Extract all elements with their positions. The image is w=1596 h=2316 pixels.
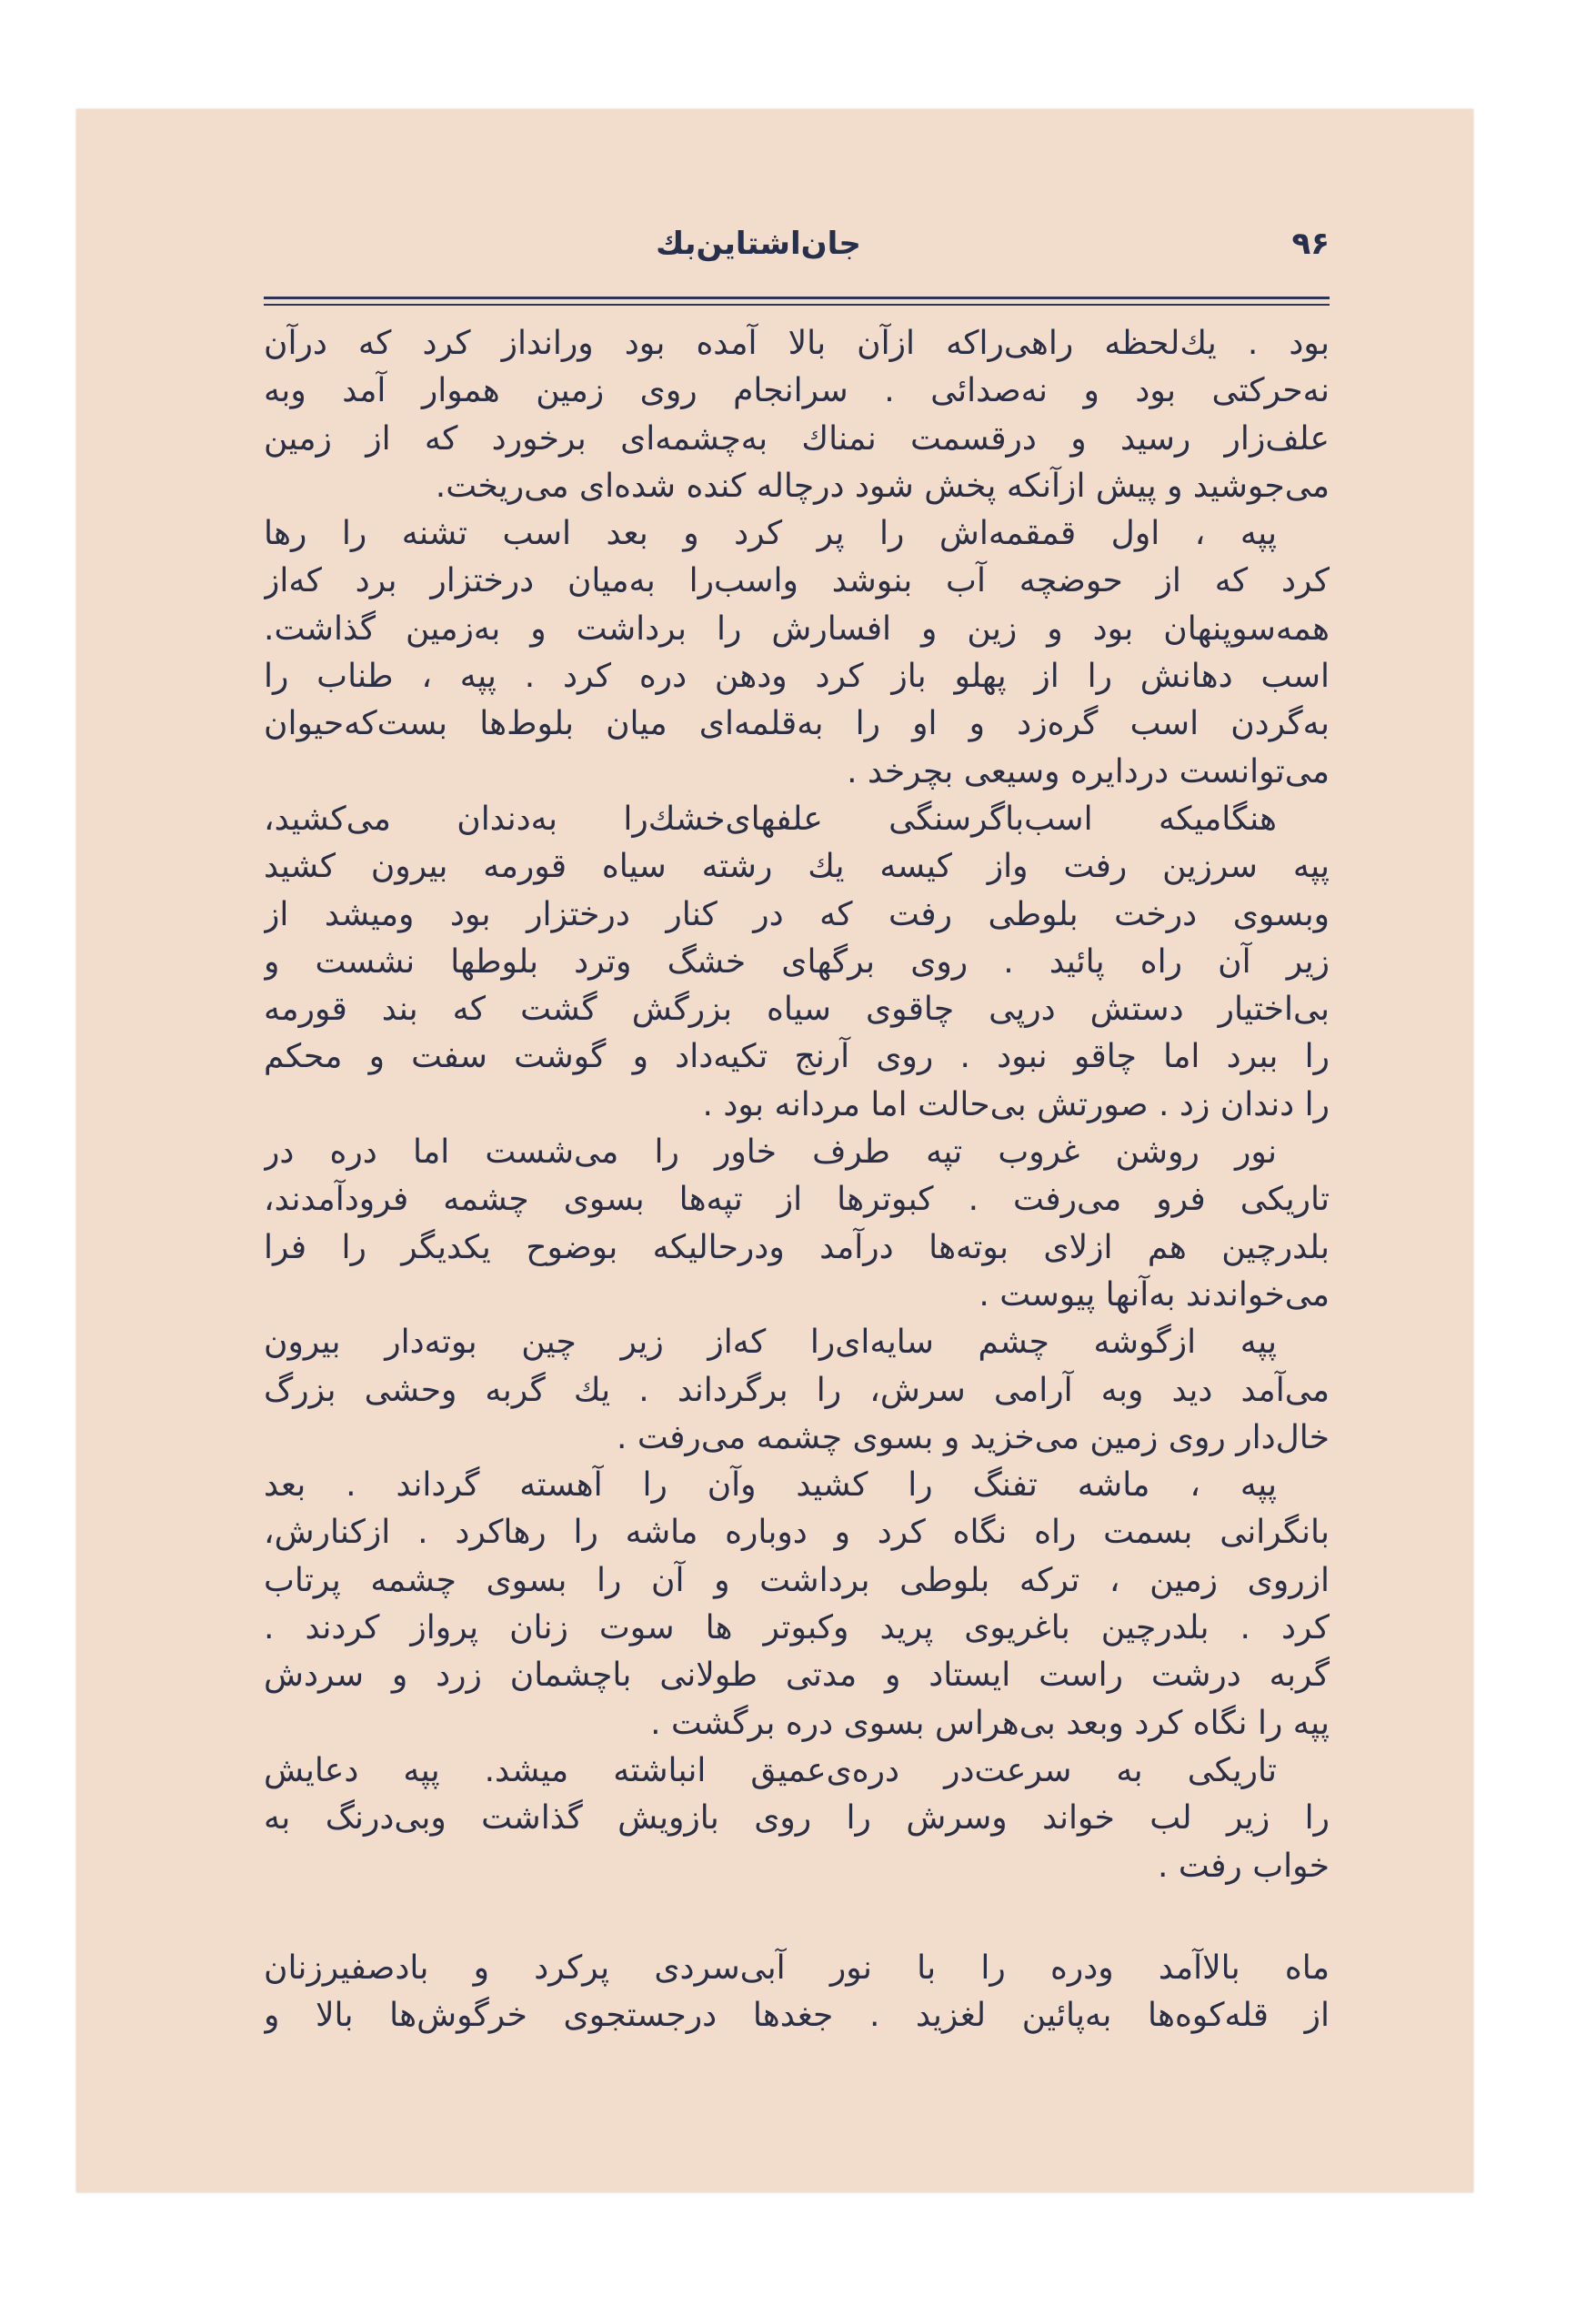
paragraph [264, 1462, 1330, 1747]
text-line: می‌آمد ديد وبه آرامی سرش، را برگرداند . يك گربه وحشی بزرگ [264, 1371, 1330, 1409]
text-line: بی‌اختيار دستش درپی چاقوی سياه بزرگش گشت كه بند قورمه [264, 991, 1330, 1029]
paragraph [264, 1945, 1330, 2040]
text-line: را دندان زد . صورتش بی‌حالت اما مردانه بود . [702, 1085, 1330, 1123]
text-line: را ببرد اما چاقو نبود . روی آرنج تكيه‌داد و گوشت سفت و محكم [264, 1038, 1330, 1076]
text-line: بانگرانی بسمت راه نگاه كرد و دوباره ماشه را رهاكرد . ازكنارش، [264, 1514, 1330, 1552]
paragraph [264, 1747, 1330, 1890]
text-line: ماه بالاآمد ودره را با نور آبی‌سردی پركرد و بادصفيرزنان [264, 1948, 1330, 1987]
header-rule [264, 297, 1330, 299]
text-line: می‌خواندند به‌آنها پيوست . [979, 1275, 1330, 1314]
text-line: زير آن راه پائيد . روی برگهای خشگ وترد بلوطها نشست و [264, 942, 1330, 981]
page-header [187, 226, 1330, 262]
text-line: ازروی زمين ، تركه بلوطی برداشت و آن را بسوی چشمه پرتاب [264, 1561, 1330, 1599]
text-line: كرد كه از حوضچه آب بنوشد واسب‌را به‌ميان درختزار برد كه‌از [264, 562, 1330, 600]
text-line: خال‌دار روی زمين می‌خزيد و بسوی چشمه می‌رفت . [616, 1418, 1330, 1456]
text-line: به‌گردن اسب گره‌زد و او را به‌قلمه‌ای ميان بلوط‌ها بست‌كه‌حيوان [264, 705, 1330, 743]
text-line: نه‌حركتی بود و نه‌صدائی . سرانجام روی زمين هموار آمد وبه [264, 372, 1330, 410]
text-line: تاريكی به سرعت‌در دره‌ی‌عميق انباشته ميشد. پپه دعايش [264, 1751, 1277, 1789]
text-line: گربه درشت راست ايستاد و مدتی طولانی باچشمان زرد و سردش [264, 1656, 1330, 1695]
text-line: علف‌زار رسيد و درقسمت نمناك به‌چشمه‌ای برخورد كه از زمين [264, 419, 1330, 458]
text-line: پپه ازگوشه چشم سايه‌ای‌را كه‌از زير چين بوته‌دار بيرون [264, 1324, 1277, 1362]
section-gap [264, 1890, 1330, 1945]
text-line: بلدرچين هم ازلای بوته‌ها درآمد ودرحاليكه بوضوح يكديگر را فرا [264, 1228, 1330, 1266]
text-line: پپه ، ماشه تفنگ را كشيد وآن را آهسته گرداند . بعد [264, 1466, 1277, 1505]
text-line: را زير لب خواند وسرش را روی بازويش گذاشت وبی‌درنگ به [264, 1799, 1330, 1838]
text-line: تاريكی فرو می‌رفت . كبوترها از تپه‌ها بسوی چشمه فرودآمدند، [264, 1181, 1330, 1219]
text-line: وبسوی درخت بلوطی رفت كه در كنار درختزار بود وميشد از [264, 895, 1330, 933]
text-line: خواب رفت . [1157, 1847, 1330, 1885]
paragraph [264, 796, 1330, 1129]
text-line: همه‌سوپنهان بود و زين و افسارش را برداشت و به‌زمين گذاشت. [264, 609, 1330, 648]
paragraph [264, 510, 1330, 796]
text-line: اسب دهانش را از پهلو باز كرد ودهن دره كرد . پپه ، طناب را [264, 658, 1330, 696]
page-number: ۹۶ [1291, 226, 1330, 262]
text-line: پپه ، اول قمقمه‌اش را پر كرد و بعد اسب تشنه را رها [264, 515, 1277, 553]
text-line: پپه سرزين رفت واز كيسه يك رشته سياه قورمه بيرون كشيد [264, 848, 1330, 886]
text-line: می‌جوشيد و پيش ازآنكه پخش شود درچاله كنده شده‌ای می‌ريخت. [435, 467, 1330, 505]
body-text [264, 320, 1330, 2039]
text-line: نور روشن غروب تپه طرف خاور را می‌شست اما دره در [264, 1133, 1277, 1172]
paragraph [264, 1129, 1330, 1319]
text-line: می‌توانست دردايره وسيعی بچرخد . [847, 752, 1330, 790]
text-line: از قله‌كوه‌ها به‌پائين لغزيد . جغدها درجستجوی خرگوش‌ها بالا و [264, 1997, 1330, 2035]
running-title: جان‌اشتاین‌بك [656, 226, 861, 262]
text-line: كرد . بلدرچين باغريوی پريد وكبوتر ها سوت زنان پرواز كردند . [264, 1609, 1330, 1647]
header-rule-thin [264, 304, 1330, 306]
paragraph [264, 320, 1330, 510]
text-line: هنگاميكه اسب‌باگرسنگی علفهای‌خشك‌را به‌دندان می‌كشيد، [264, 800, 1277, 838]
text-line: بود . يك‌لحظه راهی‌راكه ازآن بالا آمده بود ورانداز كرد كه درآن [264, 325, 1330, 362]
text-line: پپه را نگاه كرد وبعد بی‌هراس بسوی دره برگشت . [650, 1704, 1330, 1742]
paragraph [264, 1319, 1330, 1462]
